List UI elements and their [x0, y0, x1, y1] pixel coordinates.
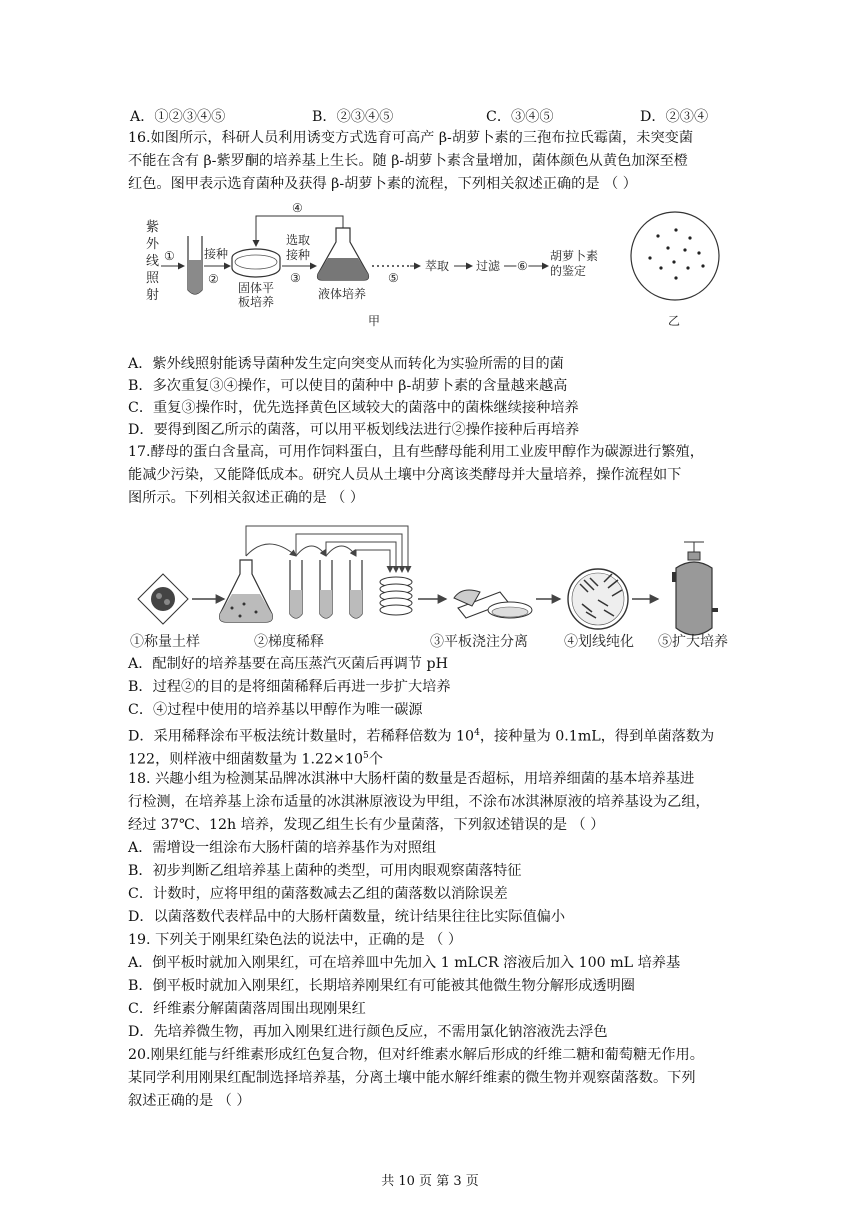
q16-option-c: C．重复③操作时，优先选择黄色区域较大的菌落中的菌株继续接种培养: [128, 400, 579, 416]
dilution-flask-icon: [220, 560, 273, 622]
q20-stem-line-2: 某同学利用刚果红配制选择培养基，分离土壤中能水解纤维素的微生物并观察菌落数。下列: [128, 1070, 696, 1086]
page-footer: 共 10 页 第 3 页: [381, 1174, 479, 1189]
q17-stem-line-3: 图所示。下列相关叙述正确的是 （ ）: [128, 490, 365, 506]
flask-icon: [318, 228, 369, 280]
identify-label-2: 的鉴定: [550, 264, 587, 278]
step-label-1: ①称量土样: [130, 634, 200, 650]
step-label-3: ③平板浇注分离: [430, 634, 528, 650]
uv-char-3: 线: [146, 254, 160, 269]
dilution-tubes-icon: [290, 560, 362, 618]
q19-option-b: B．倒平板时就加入刚果红，长期培养刚果红有可能被其他微生物分解形成透明圈: [128, 978, 635, 994]
step-5-label: ⑤: [388, 271, 399, 285]
q17-option-a: A．配制好的培养基要在高压蒸汽灭菌后再调节 pH: [128, 656, 448, 672]
q17-option-b: B．过程②的目的是将细菌稀释后再进一步扩大培养: [128, 679, 451, 695]
identify-label-1: 胡萝卜素: [550, 249, 599, 263]
inoculate-label: 接种: [204, 247, 229, 261]
step-4-label: ④: [292, 201, 303, 215]
figure-label-jia: 甲: [368, 314, 381, 328]
stacked-plates-icon: [380, 577, 412, 615]
q18-stem-line-2: 行检测，在培养基上涂布适量的冰淇淋原液设为甲组，不涂布冰淇淋原液的培养基设为乙组，: [128, 794, 710, 810]
q20-stem-line-1: 20.刚果红能与纤维素形成红色复合物，但对纤维素水解后形成的纤维二糖和葡萄糖无作用。: [128, 1047, 704, 1063]
test-tube-icon: [188, 236, 202, 294]
select-label-2: 接种: [286, 248, 311, 262]
q16-option-b: B．多次重复③④操作，可以使目的菌种中 β-胡萝卜素的含量越来越高: [128, 378, 568, 394]
q18-option-b: B．初步判断乙组培养基上菌种的类型，可用肉眼观察菌落特征: [128, 863, 522, 879]
step-label-4: ④划线纯化: [564, 634, 634, 650]
q15-option-c: C．③④⑤: [486, 109, 554, 125]
q20-stem-line-3: 叙述正确的是 （ ）: [128, 1093, 251, 1109]
q19-stem: 19. 下列关于刚果红染色法的说法中，正确的是 （ ）: [128, 932, 463, 948]
q15-option-b: B．②③④⑤: [312, 109, 394, 125]
q17-option-d-line-1: D．采用稀释涂布平板法统计数量时，若稀释倍数为 $10^4$，接种量为 0.1mL，得到单菌落数为: [128, 728, 715, 745]
uv-char-4: 照: [146, 271, 160, 286]
q18-stem-line-1: 18. 兴趣小组为检测某品牌冰淇淋中大肠杆菌的数量是否超标，用培养细菌的基本培养基进: [128, 771, 695, 787]
q15-option-a: A．①②③④⑤: [130, 109, 226, 125]
q18-option-a: A．需增设一组涂布大肠杆菌的培养基作为对照组: [128, 840, 437, 856]
uv-char-1: 紫: [146, 220, 160, 235]
uv-char-2: 外: [146, 237, 160, 252]
q16-option-d: D．要得到图乙所示的菌落，可以用平板划线法进行②操作接种后再培养: [128, 422, 580, 438]
q17-option-d-line-2: 122，则样液中细菌数量为 $1.22\times 10^5$个: [128, 751, 383, 768]
step-2-label: ②: [208, 272, 219, 286]
q18-stem-line-3: 经过 37℃、12h 培养，发现乙组生长有少量菌落，下列叙述错误的是 （ ）: [128, 817, 605, 833]
q15-option-d: D．②③④: [640, 109, 709, 125]
plate-label-1: 固体平: [238, 281, 275, 295]
step-label-2: ②梯度稀释: [254, 634, 324, 650]
step-3-label: ③: [290, 271, 301, 285]
figure-label-yi: 乙: [668, 314, 681, 328]
petri-dish-icon: [232, 249, 280, 277]
step-1-label: ①: [164, 249, 175, 263]
colony-plate-icon: [631, 212, 719, 300]
select-label-1: 选取: [286, 233, 311, 247]
extract-label: 萃取: [425, 259, 450, 273]
streak-plate-icon: [568, 569, 628, 629]
q16-stem-line-3: 红色。图甲表示选育菌种及获得 β-胡萝卜素的流程，下列相关叙述正确的是 （ ）: [128, 176, 637, 192]
pour-plate-icon: [454, 590, 532, 618]
q16-option-a: A．紫外线照射能诱导菌种发生定向突变从而转化为实验所需的目的菌: [128, 356, 564, 372]
q17-figure: [128, 512, 748, 654]
liquid-culture-label: 液体培养: [318, 287, 367, 301]
plate-label-2: 板培养: [238, 295, 275, 309]
filter-label: 过滤: [476, 259, 501, 273]
q18-option-d: D．以菌落数代表样品中的大肠杆菌数量，统计结果往往比实际值偏小: [128, 909, 566, 925]
q17-stem-line-1: 17.酵母的蛋白含量高，可用作饲料蛋白，且有些酵母能利用工业废甲醇作为碳源进行繁殖，: [128, 444, 704, 460]
fermenter-icon: [672, 542, 718, 635]
uv-char-5: 射: [146, 288, 160, 303]
step-6-label: ⑥: [517, 259, 528, 273]
q17-option-c: C．④过程中使用的培养基以甲醇作为唯一碳源: [128, 702, 423, 718]
q16-stem-line-1: 16.如图所示，科研人员利用诱变方式选育可高产 β-胡萝卜素的三孢布拉氏霉菌，未突变菌: [128, 130, 694, 146]
q18-option-c: C．计数时，应将甲组的菌落数减去乙组的菌落数以消除误差: [128, 886, 508, 902]
step-label-5: ⑤扩大培养: [658, 634, 728, 650]
q19-option-c: C．纤维素分解菌菌落周围出现刚果红: [128, 1001, 366, 1017]
q16-figure: [128, 198, 748, 338]
q17-stem-line-2: 能减少污染，又能降低成本。研究人员从土壤中分离该类酵母并大量培养，操作流程如下: [128, 467, 682, 483]
soil-sample-icon: [138, 574, 188, 624]
q19-option-a: A．倒平板时就加入刚果红，可在培养皿中先加入 1 mLCR 溶液后加入 100 mL 培养基: [128, 955, 681, 971]
q16-stem-line-2: 不能在含有 β-紫罗酮的培养基上生长。随 β-胡萝卜素含量增加，菌体颜色从黄色加深至橙: [128, 153, 688, 169]
q19-option-d: D．先培养微生物，再加入刚果红进行颜色反应，不需用氯化钠溶液洗去浮色: [128, 1024, 608, 1040]
